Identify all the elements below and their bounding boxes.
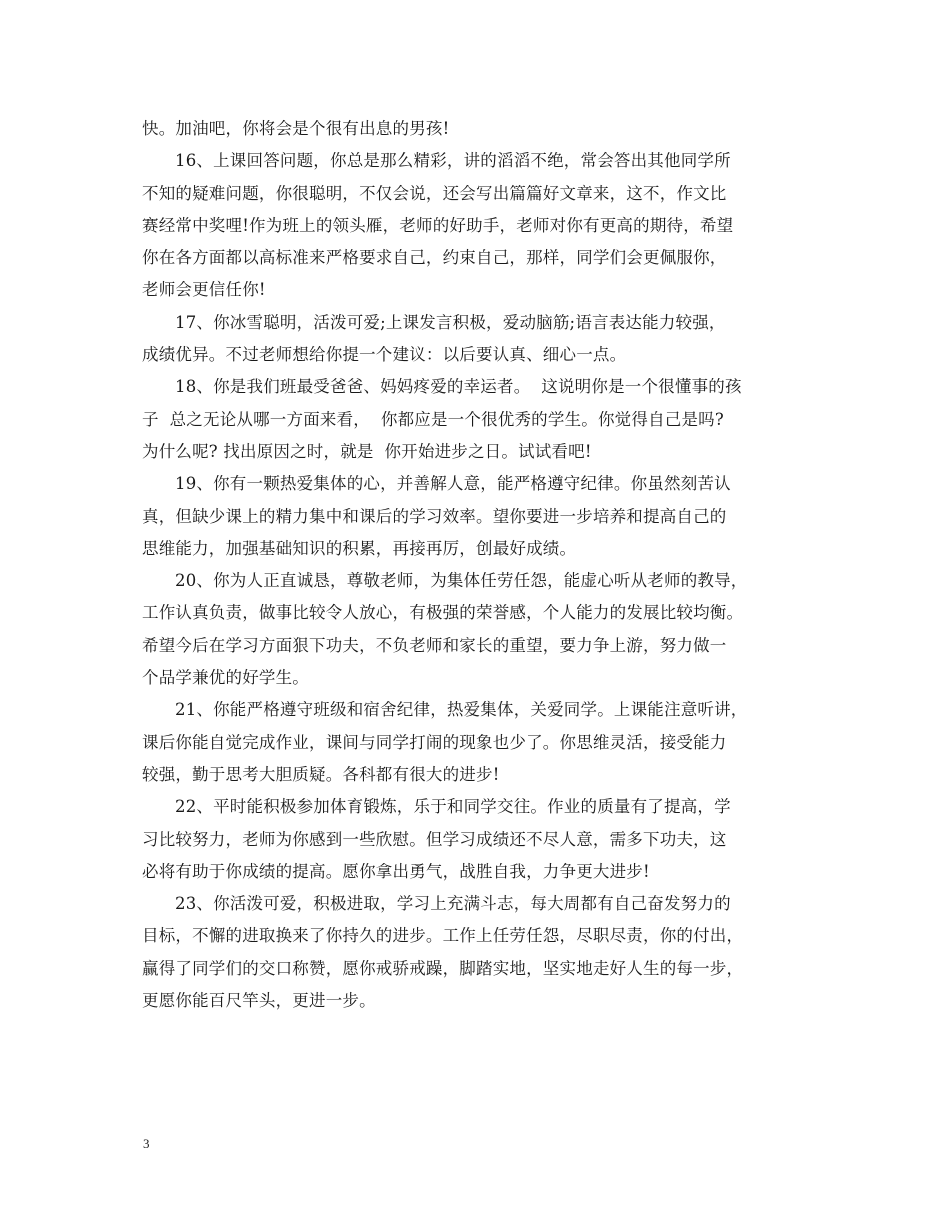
text-line: 思维能力，加强基础知识的积累，再接再厉，创最好成绩。 [142,538,577,558]
text-line: 为什么呢? 找出原因之时，就是 你开始进步之日。试试看吧! [142,441,592,461]
text-line: 更愿你能百尺竿头，更进一步。 [142,991,376,1011]
text-line: 19、你有一颗热爱集体的心，并善解人意，能严格遵守纪律。你虽然刻苦认 [175,474,731,494]
text-line: 不知的疑难问题，你很聪明，不仅会说，还会写出篇篇好文章来，这不，作文比 [142,183,727,203]
text-line: 真，但缺少课上的精力集中和课后的学习效率。望你要进一步培养和提高自己的 [142,506,727,526]
text-line: 16、上课回答问题，你总是那么精彩，讲的滔滔不绝，常会答出其他同学所 [175,151,731,171]
text-line: 个品学兼优的好学生。 [142,668,309,688]
text-line: 成绩优异。不过老师想给你提一个建议：以后要认真、细心一点。 [142,345,627,365]
text-line: 21、你能严格遵守班级和宿舍纪律，热爱集体，关爱同学。上课能注意听讲， [175,700,748,720]
text-line: 23、你活泼可爱，积极进取，学习上充满斗志，每大周都有自己奋发努力的 [175,894,731,914]
body-text [142,113,832,1017]
text-line: 20、你为人正直诚恳，尊敬老师，为集体任劳任怨，能虚心听从老师的教导， [175,571,748,591]
text-line: 22、平时能积极参加体育锻炼，乐于和同学交往。作业的质量有了提高，学 [175,797,731,817]
text-line: 17、你冰雪聪明，活泼可爱;上课发言积极，爱动脑筋;语言表达能力较强， [175,312,726,332]
text-line: 赢得了同学们的交口称赞，愿你戒骄戒躁，脚踏实地，坚实地走好人生的每一步， [142,958,744,978]
text-line: 必将有助于你成绩的提高。愿你拿出勇气，战胜自我，力争更大进步! [142,861,650,881]
text-line: 习比较努力，老师为你感到一些欣慰。但学习成绩还不尽人意，需多下功夫，这 [142,829,727,849]
text-line: 子 总之无论从哪一方面来看， 你都应是一个很优秀的学生。你觉得自己是吗? [142,409,724,429]
text-line: 快。加油吧，你将会是个很有出息的男孩! [142,119,450,138]
text-line: 工作认真负责，做事比较令人放心，有极强的荣誉感，个人能力的发展比较均衡。 [142,603,744,623]
text-line: 课后你能自觉完成作业，课间与同学打闹的现象也少了。你思维灵活，接受能力 [142,732,727,752]
text-line: 老师会更信任你! [142,280,266,300]
text-line: 18、你是我们班最受爸爸、妈妈疼爱的幸运者。 这说明你是一个很懂事的孩 [175,377,742,397]
text-line: 目标，不懈的进取换来了你持久的进步。工作上任劳任怨，尽职尽责，你的付出， [142,926,744,946]
text-line: 希望今后在学习方面狠下功夫，不负老师和家长的重望，要力争上游，努力做一 [142,635,727,655]
text-line: 你在各方面都以高标准来严格要求自己，约束自己，那样，同学们会更佩服你， [142,248,727,268]
text-line: 较强，勤于思考大胆质疑。各科都有很大的进步! [142,764,500,784]
page-number: 3 [143,1136,150,1151]
text-line: 赛经常中奖哩!作为班上的领头雁，老师的好助手，老师对你有更高的期待，希望 [142,215,734,235]
